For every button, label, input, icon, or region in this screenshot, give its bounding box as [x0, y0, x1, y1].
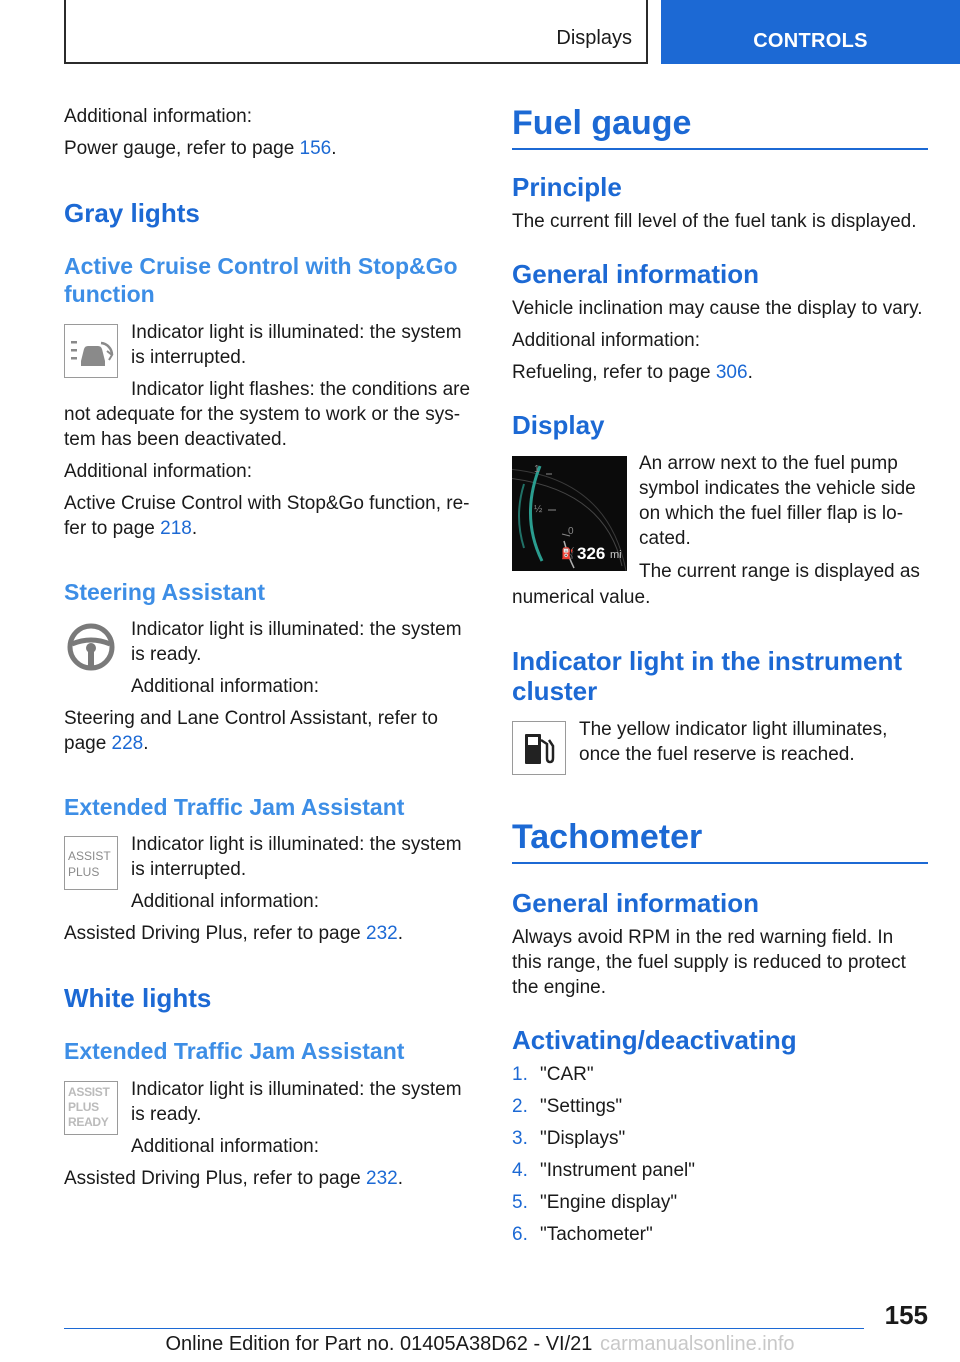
tachometer-heading: Tachometer — [512, 818, 928, 864]
step-number: 4. — [512, 1160, 528, 1181]
steering-ref: Steering and Lane Control Assistant, refer to page 228. — [64, 708, 438, 754]
principle-text: The current fill level of the fuel tank is displayed. — [512, 211, 917, 232]
acc-indicator-icon — [64, 324, 118, 378]
fuel-display-tick-0: 0 — [568, 526, 574, 537]
general-info-ref: Refueling, refer to page 306. — [512, 362, 753, 383]
edition-text: Online Edition for Part no. 01405A38D62 - VI/21 — [165, 1333, 593, 1355]
assist-plus-ready-icon-line-1: ASSIST — [68, 1085, 110, 1099]
etja2-text-1: Indicator light is illuminated: the system is ready. — [131, 1079, 462, 1125]
gray-lights-heading: Gray lights — [64, 198, 200, 228]
assist-plus-icon-line-1: ASSIST — [68, 849, 111, 863]
display-text-1: An arrow next to the fuel pump symbol indicates the vehicle side on which the fuel filler flap is lo-cated. — [639, 453, 916, 549]
step-number: 2. — [512, 1096, 528, 1117]
header-section-box — [64, 0, 648, 64]
fuel-gauge-heading: Fuel gauge — [512, 104, 928, 150]
assist-plus-ready-icon-line-3: READY — [68, 1115, 109, 1129]
principle-heading: Principle — [512, 172, 622, 202]
white-lights-heading: White lights — [64, 983, 212, 1013]
page-link-218[interactable]: 218 — [160, 518, 192, 539]
footer-divider — [64, 1328, 864, 1329]
assist-plus-ready-icon — [64, 1081, 118, 1135]
fuel-pump-mini-icon: ⛽ — [561, 548, 575, 560]
tacho-general-text: Always avoid RPM in the red warning field. In this range, the fuel supply is reduced to protect the engine. — [512, 927, 906, 998]
assist-plus-ready-icon-line-2: PLUS — [68, 1100, 99, 1114]
step-text: "Settings" — [540, 1096, 623, 1117]
indicator-text: The yellow indicator light illuminates, once the fuel reserve is reached. — [579, 719, 888, 765]
general-info-ref-text: Refueling, refer to page — [512, 362, 716, 383]
step-text: "CAR" — [540, 1064, 594, 1085]
step-item — [512, 1219, 695, 1251]
acc-ref-text: Active Cruise Control with Stop&Go function, re-fer to page — [64, 493, 470, 539]
page-link-306[interactable]: 306 — [715, 362, 748, 383]
step-item — [512, 1155, 695, 1187]
display-text-2a: The current range is displayed as — [639, 561, 920, 582]
page-link-156[interactable]: 156 — [299, 138, 332, 159]
tacho-general-heading: General information — [512, 888, 760, 918]
acc-label: Additional information: — [64, 461, 252, 482]
acc-text-1: Indicator light is illuminated: the system is interrupted. — [131, 322, 462, 368]
step-number: 1. — [512, 1064, 528, 1085]
etja2-ref-text: Assisted Driving Plus, refer to page — [64, 1168, 367, 1189]
activating-heading: Activating/deactivating — [512, 1025, 797, 1055]
activation-steps-list — [512, 1059, 695, 1251]
step-text: "Tachometer" — [540, 1224, 653, 1245]
step-number: 6. — [512, 1224, 528, 1245]
acc-ref: Active Cruise Control with Stop&Go function, re-fer to page 218. — [64, 493, 470, 539]
etja2-heading: Extended Traffic Jam Assistant — [64, 1038, 405, 1064]
assist-plus-icon-line-2: PLUS — [68, 865, 100, 879]
steering-wheel-icon — [64, 620, 118, 674]
page-number: 155 — [884, 1300, 928, 1330]
etja-ref-text: Assisted Driving Plus, refer to page — [64, 923, 367, 944]
watermark-text: carmanualsonline.info — [599, 1333, 795, 1355]
fuel-pump-indicator-icon — [512, 721, 566, 775]
general-info-label: Additional information: — [512, 330, 700, 351]
step-number: 3. — [512, 1128, 528, 1149]
display-heading: Display — [512, 410, 605, 440]
step-text: "Engine display" — [540, 1192, 678, 1213]
page-link-232-b[interactable]: 232 — [366, 1168, 398, 1189]
general-info-text: Vehicle inclination may cause the display to vary. — [512, 298, 923, 319]
page-link-232-a[interactable]: 232 — [366, 923, 398, 944]
etja-text-1: Indicator light is illuminated: the system is interrupted. — [131, 834, 462, 880]
assist-plus-icon — [64, 836, 118, 890]
fuel-display-tick-1: 1 — [534, 464, 540, 475]
step-item — [512, 1091, 695, 1123]
display-text-2b: numerical value. — [512, 587, 651, 608]
fuel-display-tick-half: ½ — [534, 504, 543, 515]
steering-heading: Steering Assistant — [64, 579, 266, 605]
steering-ref-text: Steering and Lane Control Assistant, refer to page — [64, 708, 438, 754]
fuel-display-unit: mi — [610, 549, 622, 561]
acc-text-2a: Indicator light flashes: the conditions are — [131, 379, 471, 400]
step-item — [512, 1123, 695, 1155]
page-link-228[interactable]: 228 — [111, 733, 144, 754]
intro-ref-text: Power gauge, refer to page — [64, 138, 300, 159]
acc-heading: Active Cruise Control with Stop&Go function — [64, 253, 458, 307]
footer-edition-text — [0, 1333, 960, 1356]
step-text: "Instrument panel" — [540, 1160, 696, 1181]
steering-text-1: Indicator light is illuminated: the system is ready. — [131, 619, 462, 665]
intro-ref: Power gauge, refer to page 156. — [64, 138, 337, 159]
header-section-title: Displays — [556, 27, 632, 49]
intro-label: Additional information: — [64, 106, 252, 127]
header-chapter-tab: CONTROLS — [661, 0, 960, 64]
steering-label: Additional information: — [131, 676, 319, 697]
step-item — [512, 1059, 695, 1091]
indicator-heading: Indicator light in the instrument cluster — [512, 646, 902, 706]
step-item — [512, 1187, 695, 1219]
step-number: 5. — [512, 1192, 528, 1213]
fuel-display-range: 326 — [577, 544, 606, 563]
acc-text-2b: not adequate for the system to work or the sys-tem has been deactivated. — [64, 404, 461, 450]
etja-heading: Extended Traffic Jam Assistant — [64, 794, 405, 820]
step-text: "Displays" — [540, 1128, 626, 1149]
etja2-label: Additional information: — [131, 1136, 319, 1157]
etja-label: Additional information: — [131, 891, 319, 912]
etja-ref: Assisted Driving Plus, refer to page 232. — [64, 923, 404, 944]
fuel-display-image — [512, 456, 627, 571]
general-info-heading: General information — [512, 259, 760, 289]
etja2-ref: Assisted Driving Plus, refer to page 232. — [64, 1168, 404, 1189]
